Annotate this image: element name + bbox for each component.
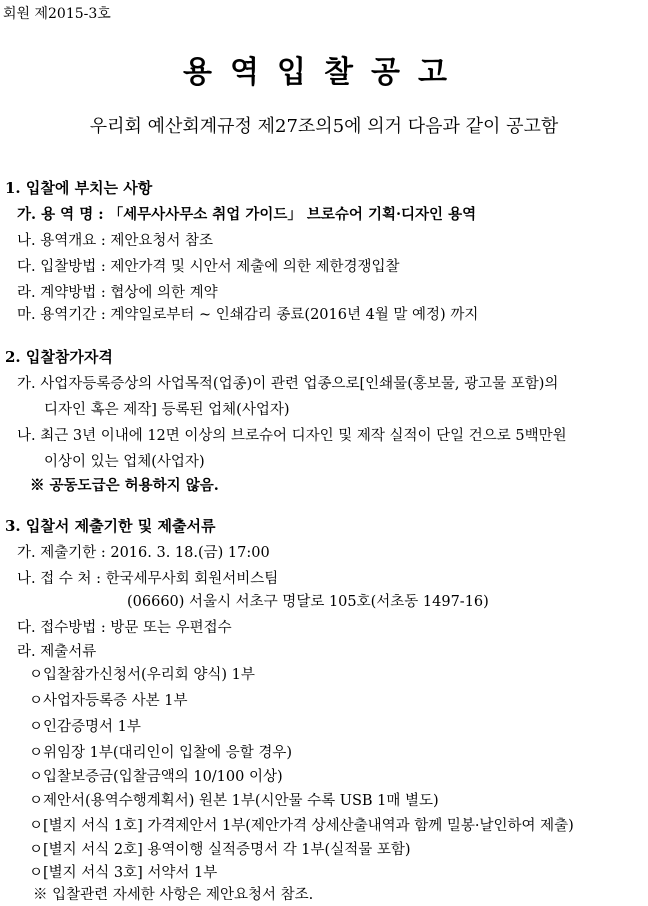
section-3-deadline: 가. 제출기한 : 2016. 3. 18.(금) 17:00 — [17, 545, 270, 561]
section-3-footer-note: ※ 입찰관련 자세한 사항은 제안요청서 참조. — [33, 887, 314, 903]
section-1-item-overview: 나. 용역개요 : 제안요청서 참조 — [17, 233, 214, 249]
section-3-receipt-line1: 나. 접 수 처 : 한국세무사회 회원서비스팀 — [17, 571, 279, 587]
list-item: ㅇ사업자등록증 사본 1부 — [29, 693, 188, 709]
list-item: ㅇ[별지 서식 1호] 가격제안서 1부(제안가격 상세산출내역과 함께 밀봉·날인하여 제출) — [29, 818, 574, 834]
page-subtitle: 우리회 예산회계규정 제27조의5에 의거 다음과 같이 공고함 — [89, 116, 559, 137]
section-1-item-contract-method: 라. 계약방법 : 협상에 의한 계약 — [17, 285, 218, 301]
section-3-docs-label: 라. 제출서류 — [17, 644, 97, 660]
page-title: 용역입찰공고 — [183, 55, 465, 90]
section-2-item-na-line2: 이상이 있는 업체(사업자) — [44, 454, 205, 470]
list-item: ㅇ입찰참가신청서(우리회 양식) 1부 — [29, 667, 255, 683]
section-3-method: 다. 접수방법 : 방문 또는 우편접수 — [17, 620, 232, 636]
list-item: ㅇ입찰보증금(입찰금액의 10/100 이상) — [29, 769, 283, 785]
list-item: ㅇ제안서(용역수행계획서) 원본 1부(시안물 수록 USB 1매 별도) — [29, 793, 439, 809]
list-item: ㅇ위임장 1부(대리인이 입찰에 응할 경우) — [29, 745, 293, 761]
section-1-item-bid-method: 다. 입찰방법 : 제안가격 및 시안서 제출에 의한 제한경쟁입찰 — [17, 259, 400, 275]
section-1-item-service-name: 가. 용 역 명 : 「세무사사무소 취업 가이드」 브로슈어 기획·디자인 용역 — [17, 206, 477, 223]
list-item: ㅇ[별지 서식 2호] 용역이행 실적증명서 각 1부(실적물 포함) — [29, 842, 411, 858]
section-2-heading: 2. 입찰참가자격 — [5, 348, 113, 366]
section-1-item-period: 마. 용역기간 : 계약일로부터 ~ 인쇄감리 종료(2016년 4월 말 예정) 까지 — [17, 307, 479, 323]
section-2-note: ※ 공동도급은 허용하지 않음. — [30, 477, 219, 494]
section-2-item-na-line1: 나. 최근 3년 이내에 12면 이상의 브로슈어 디자인 및 제작 실적이 단일 건으로 5백만원 — [17, 428, 567, 444]
section-1-heading: 1. 입찰에 부치는 사항 — [5, 179, 153, 197]
list-item: ㅇ인감증명서 1부 — [29, 719, 141, 735]
section-3-receipt-address: (06660) 서울시 서초구 명달로 105호(서초동 1497-16) — [127, 594, 489, 610]
list-item: ㅇ[별지 서식 3호] 서약서 1부 — [29, 865, 218, 881]
document-number: 회원 제2015-3호 — [3, 6, 111, 22]
section-3-heading: 3. 입찰서 제출기한 및 제출서류 — [5, 517, 216, 535]
section-2-item-ga-line2: 디자인 혹은 제작] 등록된 업체(사업자) — [44, 402, 290, 418]
section-2-item-ga-line1: 가. 사업자등록증상의 사업목적(업종)이 관련 업종으로[인쇄물(홍보물, 광고물 포함)의 — [17, 376, 559, 392]
